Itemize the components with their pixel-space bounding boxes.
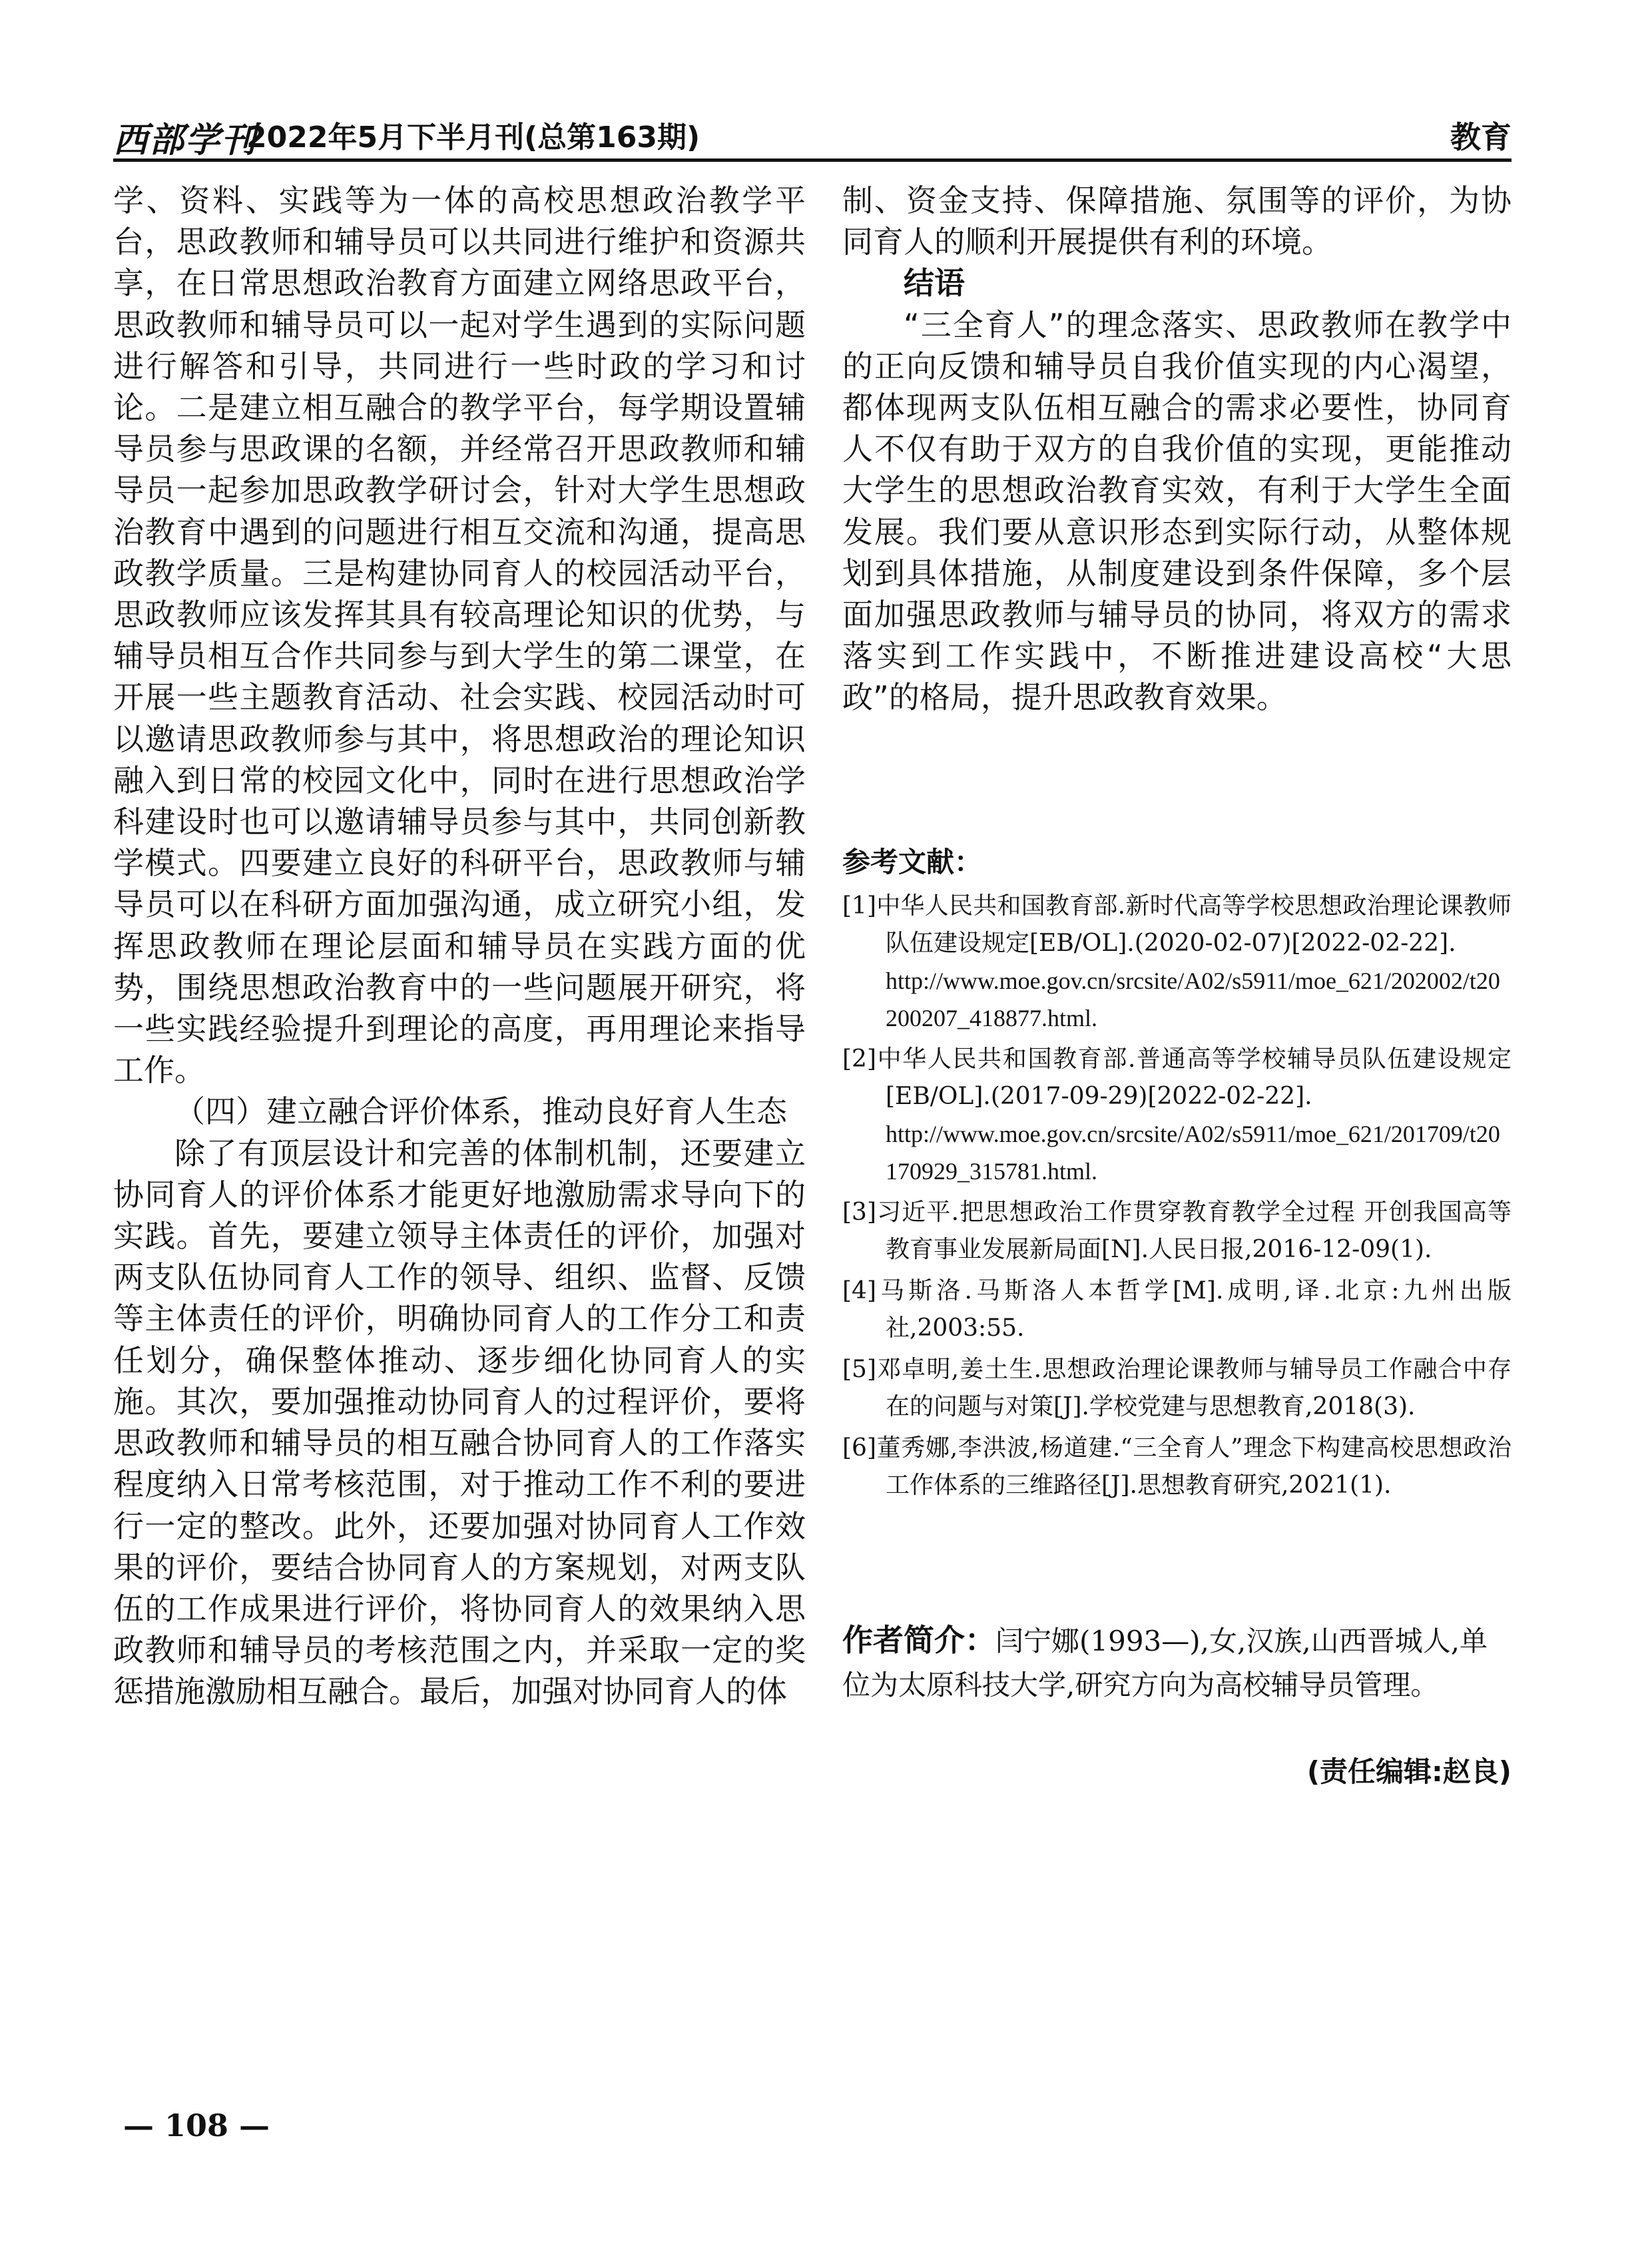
reference-text: [3]习近平.把思想政治工作贯穿教育教学全过程 开创我国高等教育事业发展新局面[N].人民日报,2016-12-09(1).	[842, 1199, 1512, 1263]
reference-url: http://www.moe.gov.cn/srcsite/A02/s5911/moe_621/202002/t20200207_418877.html.	[886, 968, 1500, 1031]
right-column	[842, 180, 1512, 718]
reference-text: [5]邓卓明,姜土生.思想政治理论课教师与辅导员工作融合中存在的问题与对策[J].学校党建与思想教育,2018(3).	[842, 1356, 1512, 1420]
conclusion-heading: 结语	[904, 265, 965, 302]
reference-text: [1]中华人民共和国教育部.新时代高等学校思想政治理论课教师队伍建设规定[EB/OL].(2020-02-07)[2022-02-22].	[842, 892, 1512, 957]
section-name: 教育	[1450, 119, 1512, 155]
reference-item	[842, 1194, 1512, 1268]
conclusion-paragraph: “三全育人”的理念落实、思政教师在教学中的正向反馈和辅导员自我价值实现的内心渴望，都体现两支队伍相互融合的需求必要性，协同育人不仅有助于双方的自我价值的实现，更能推动大学生的思想政治教育实效，有利于大学生全面发展。我们要从意识形态到实际行动，从整体规划到具体措施，从制度建设到条件保障，多个层面加强思政教师与辅导员的协同，将双方的需求落实到工作实践中，不断推进建设高校“大思政”的格局，提升思政教育效果。	[842, 306, 1512, 716]
reference-url: http://www.moe.gov.cn/srcsite/A02/s5911/moe_621/201709/t20170929_315781.html.	[886, 1121, 1500, 1185]
references-title: 参考文献：	[842, 846, 983, 878]
body-paragraph: 学、资料、实践等为一体的高校思想政治教学平台，思政教师和辅导员可以共同进行维护和资源共享，在日常思想政治教育方面建立网络思政平台，思政教师和辅导员可以一起对学生遇到的实际问题进行解答和引导，共同进行一些时政的学习和讨论。二是建立相互融合的教学平台，每学期设置辅导员参与思政课的名额，并经常召开思政教师和辅导员一起参加思政教学研讨会，针对大学生思想政治教育中遇到的问题进行相互交流和沟通，提高思政教学质量。三是构建协同育人的校园活动平台，思政教师应该发挥其具有较高理论知识的优势，与辅导员相互合作共同参与到大学生的第二课堂，在开展一些主题教育活动、社会实践、校园活动时可以邀请思政教师参与其中，将思想政治的理论知识融入到日常的校园文化中，同时在进行思想政治学科建设时也可以邀请辅导员参与其中，共同创新教学模式。四要建立良好的科研平台，思政教师与辅导员可以在科研方面加强沟通，成立研究小组，发挥思政教师在理论层面和辅导员在实践方面的优势，围绕思想政治教育中的一些问题展开研究，将一些实践经验提升到理论的高度，再用理论来指导工作。	[113, 182, 806, 1089]
reference-item	[842, 1430, 1512, 1504]
references-section	[842, 842, 1512, 1508]
left-column	[113, 180, 806, 1713]
author-text: 闫宁娜(1993—),女,汉族,山西晋城人,单位为太原科技大学,研究方向为高校辅导员管理。	[842, 1625, 1488, 1701]
body-paragraph: 除了有顶层设计和完善的体制机制，还要建立协同育人的评价体系才能更好地激励需求导向下的实践。首先，要建立领导主体责任的评价，加强对两支队伍协同育人工作的领导、组织、监督、反馈等主体责任的评价，明确协同育人的工作分工和责任划分，确保整体推动、逐步细化协同育人的实施。其次，要加强推动协同育人的过程评价，要将思政教师和辅导员的相互融合协同育人的工作落实程度纳入日常考核范围，对于推动工作不利的要进行一定的整改。此外，还要加强对协同育人工作效果的评价，要结合协同育人的方案规划，对两支队伍的工作成果进行评价，将协同育人的效果纳入思政教师和辅导员的考核范围之内，并采取一定的奖惩措施激励相互融合。最后，加强对协同育人的体	[113, 1135, 806, 1710]
reference-text: [4]马斯洛.马斯洛人本哲学[M].成明,译.北京:九州出版社,2003:55.	[842, 1277, 1512, 1342]
author-label: 作者简介：	[842, 1622, 995, 1658]
reference-text: [6]董秀娜,李洪波,杨道建.“三全育人”理念下构建高校思想政治工作体系的三维路径[J].思想教育研究,2021(1).	[842, 1434, 1512, 1499]
reference-text: [2]中华人民共和国教育部.普通高等学校辅导员队伍建设规定[EB/OL].(2017-09-29)[2022-02-22].	[842, 1045, 1512, 1110]
responsible-editor: (责任编辑:赵良)	[1306, 1755, 1512, 1788]
reference-item	[842, 1272, 1512, 1347]
issue-info: 2022年5月下半月刊(总第163期)	[246, 121, 700, 154]
page-number: — 108 —	[123, 2107, 270, 2143]
page-header	[113, 107, 1512, 160]
reference-item	[842, 1351, 1512, 1426]
body-paragraph: 制、资金支持、保障措施、氛围等的评价，为协同育人的顺利开展提供有利的环境。	[842, 182, 1512, 260]
reference-item	[842, 888, 1512, 1037]
reference-item	[842, 1041, 1512, 1190]
author-bio	[842, 1618, 1512, 1707]
section-subheading: （四）建立融合评价体系，推动良好育人生态	[174, 1093, 787, 1130]
journal-logo: 西部学刊	[113, 120, 258, 160]
header-rule	[113, 158, 1512, 162]
